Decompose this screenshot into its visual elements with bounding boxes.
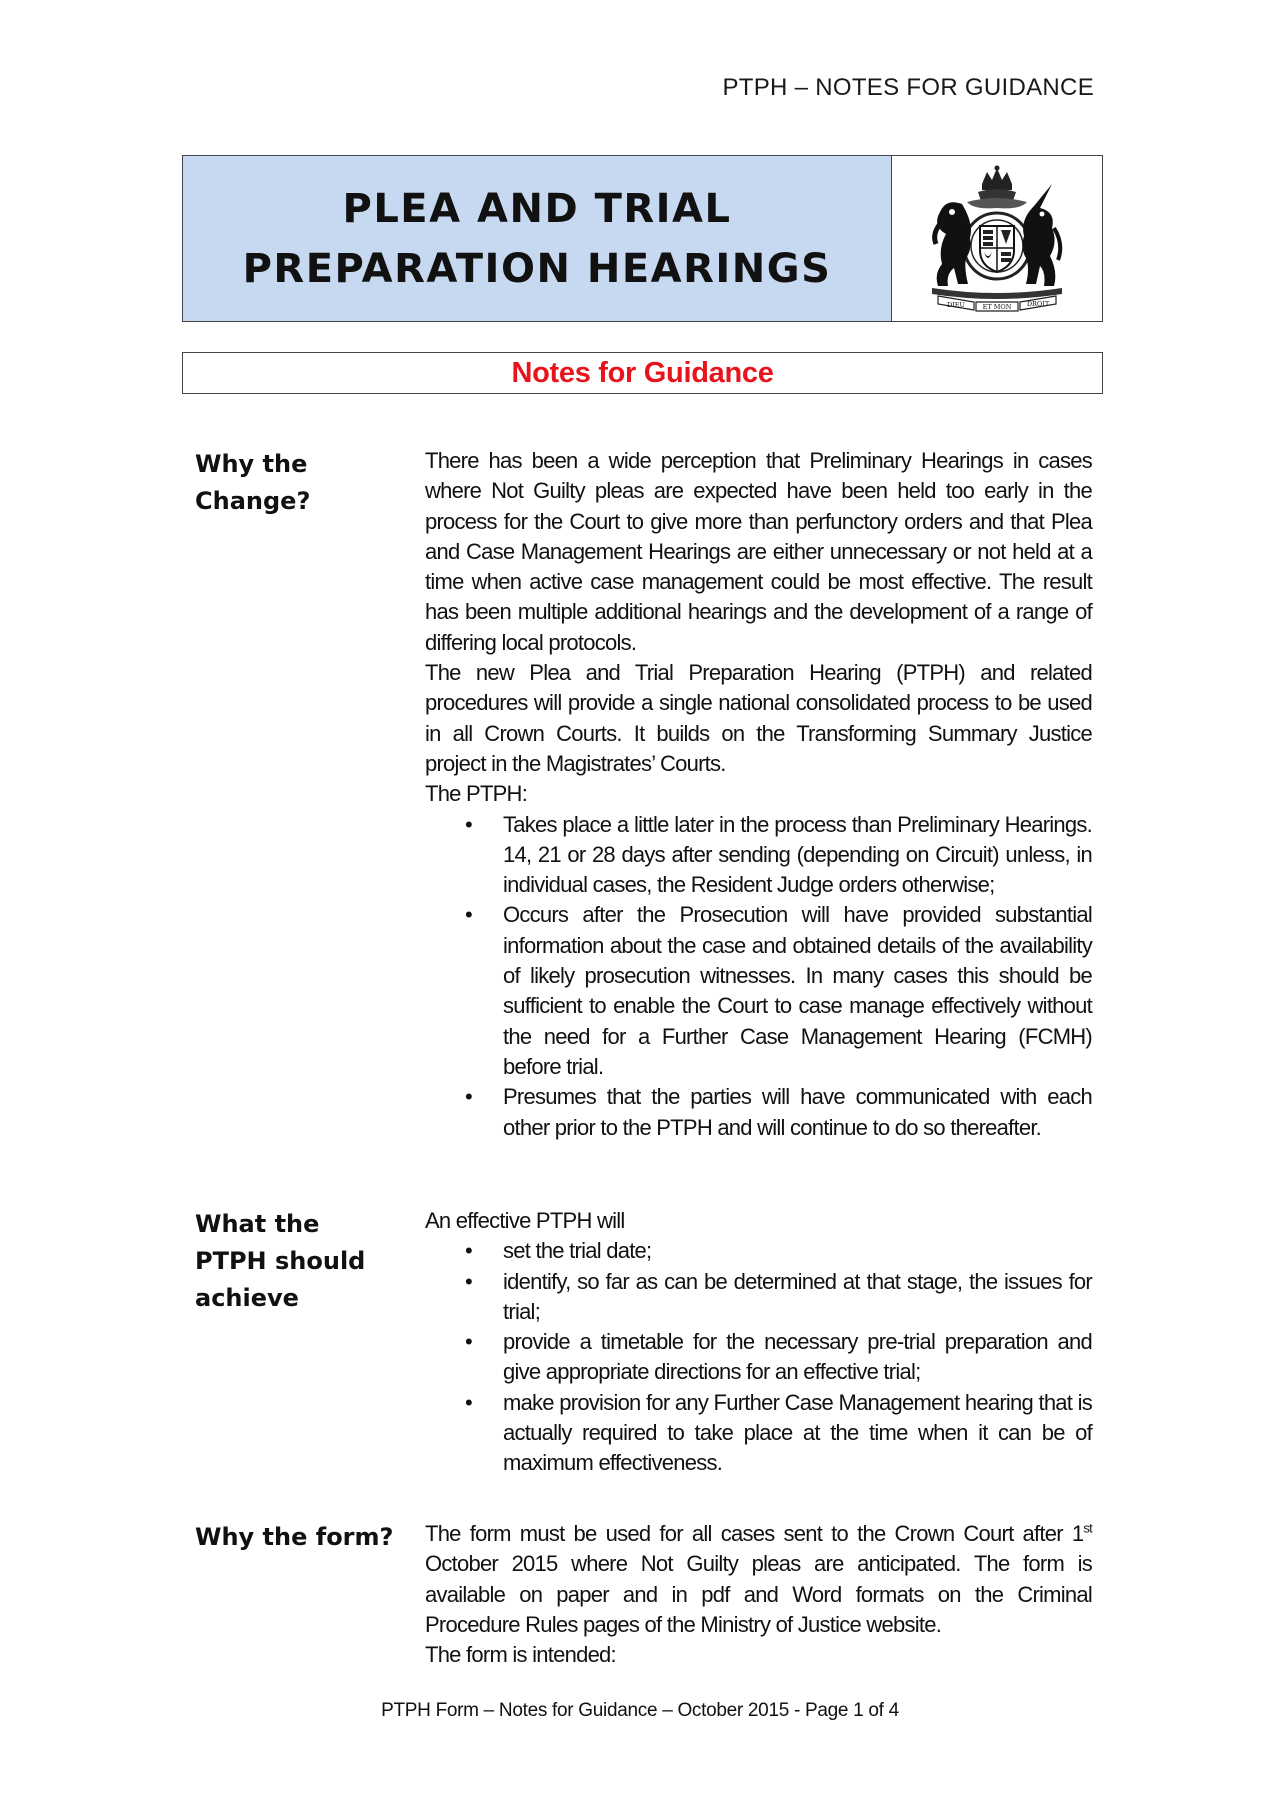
crest-motto-right: DROIT (1026, 299, 1050, 308)
crest-motto-left: DIEU (946, 300, 966, 309)
paragraph: An effective PTPH will (425, 1208, 625, 1233)
section-label: Why the form? (195, 1523, 394, 1551)
crest-motto-mid: ET MON (982, 302, 1012, 311)
list-item-text: Occurs after the Prosecution will have provided substantial information about the case and obtained details of the availability of likely prosecution witnesses. In many cases this should be sufficient to enable the Court to case manage effectively without the need for a Further Case Management Hearing (FCMH) before trial. (503, 902, 1092, 1079)
bullet-icon: • (465, 1084, 472, 1110)
bullet-icon: • (465, 811, 472, 837)
paragraph: The form is intended: (425, 1642, 616, 1668)
title-line-2: PREPARATION HEARINGS (242, 245, 832, 292)
section-label (195, 1206, 415, 1317)
bullet-icon: • (465, 1389, 472, 1415)
section-body (425, 446, 1092, 1143)
list-item-text: make provision for any Further Case Management hearing that is actually required to take place at the time when it can be of maximum effectiveness. (503, 1389, 1092, 1476)
title-box (182, 155, 1103, 322)
bullet-icon: • (465, 1238, 472, 1264)
list-item (425, 900, 1092, 1082)
paragraph: There has been a wide perception that Preliminary Hearings in cases where Not Guilty pleas are expected have been held too early in the process for the Court to give more than perfunctory orders and that Plea and Case Management Hearings are either unnecessary or not held at a time when active case management could be most effective. The result has been multiple additional hearings and the development of a range of differing local protocols. (425, 448, 1092, 655)
section-body (425, 1206, 1092, 1479)
list-item-text: Takes place a little later in the process than Preliminary Hearings. 14, 21 or 28 days after sending (depending on Circuit) unless, in individual cases, the Resident Judge orders otherwise; (503, 811, 1092, 898)
section-label (195, 446, 415, 520)
paragraph-text: October 2015 where Not Guilty pleas are anticipated. The form is available on paper and in pdf and Word formats on the Criminal Procedure Rules pages of the Ministry of Justice website. (425, 1551, 1092, 1637)
list-item (425, 1388, 1092, 1479)
paragraph (425, 1519, 1092, 1640)
bullet-list (425, 810, 1092, 1143)
list-item-text: identify, so far as can be determined at that stage, the issues for trial; (503, 1268, 1092, 1324)
list-item (425, 1267, 1092, 1328)
label-line: PTPH should (195, 1247, 366, 1275)
superscript: st (1083, 1520, 1092, 1536)
list-item (425, 1327, 1092, 1388)
list-item (425, 810, 1092, 901)
list-item-text: provide a timetable for the necessary pre-trial preparation and give appropriate directions for an effective trial; (503, 1329, 1092, 1385)
subtitle: Notes for Guidance (511, 356, 774, 389)
royal-coat-of-arms-icon (912, 164, 1082, 314)
label-line: What the (195, 1210, 320, 1238)
subtitle-box (182, 352, 1103, 394)
list-item (425, 1082, 1092, 1143)
paragraph-text: The form must be used for all cases sent to the Crown Court after 1 (425, 1521, 1084, 1546)
title-cell (183, 156, 892, 321)
bullet-icon: • (465, 1268, 472, 1294)
label-line: achieve (195, 1284, 299, 1312)
list-item-text: set the trial date; (503, 1238, 652, 1264)
label-line: Why the (195, 450, 308, 478)
paragraph: The new Plea and Trial Preparation Hearing (PTPH) and related procedures will provide a single national consolidated process to be used in all Crown Courts. It builds on the Transforming Summary Justice project in the Magistrates’ Courts. (425, 660, 1092, 776)
list-item (425, 1236, 1092, 1266)
title-line-1: PLEA AND TRIAL (342, 185, 732, 232)
crest-cell (892, 156, 1102, 321)
label-line: Change? (195, 487, 311, 515)
running-header: PTPH – NOTES FOR GUIDANCE (722, 74, 1094, 101)
bullet-icon: • (465, 1329, 472, 1355)
paragraph: The PTPH: (425, 781, 528, 807)
page-footer: PTPH Form – Notes for Guidance – October 2015 - Page 1 of 4 (381, 1700, 899, 1721)
list-item-text: Presumes that the parties will have communicated with each other prior to the PTPH and will continue to do so thereafter. (503, 1084, 1092, 1140)
section-body (425, 1519, 1092, 1670)
bullet-icon: • (465, 902, 472, 928)
bullet-list (425, 1236, 1092, 1478)
